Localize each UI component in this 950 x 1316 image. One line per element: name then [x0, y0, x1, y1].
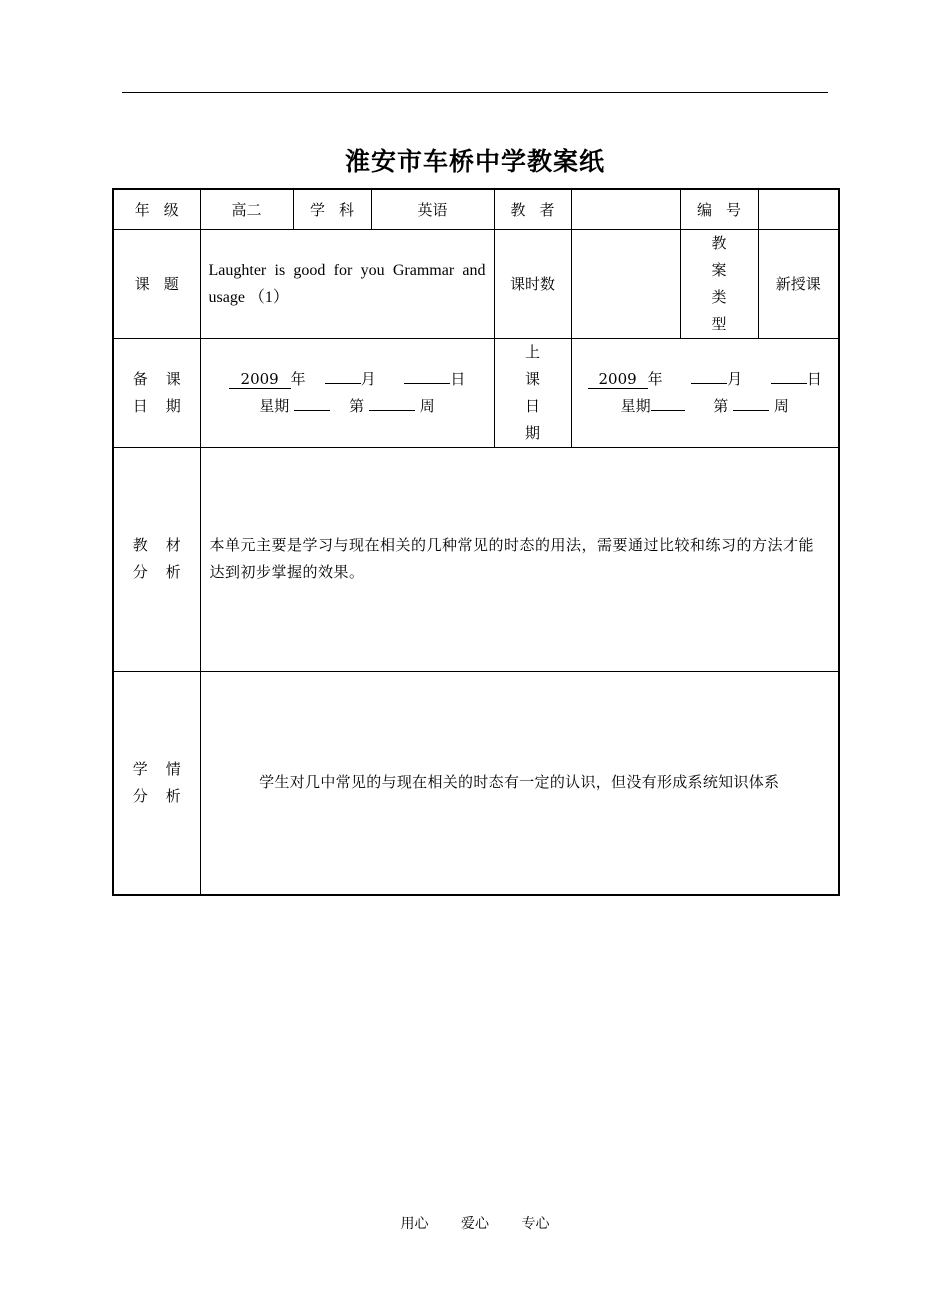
material-analysis-label: [113, 447, 200, 671]
subject-value: 英语: [371, 189, 494, 229]
table-row-student-analysis: [113, 671, 839, 895]
table-row-material-analysis: [113, 447, 839, 671]
student-analysis-text: 学生对几中常见的与现在相关的时态有一定的认识，但没有形成系统知识体系: [200, 671, 839, 895]
table-row-basic-info: [113, 189, 839, 229]
prep-date-label: [113, 338, 200, 447]
page-footer: [0, 1213, 950, 1233]
footer-motto-1: 用心: [400, 1216, 429, 1232]
teacher-value: [571, 189, 680, 229]
table-row-dates: [113, 338, 839, 447]
topic-value: Laughter is good for you Grammar and usage （1）: [200, 229, 494, 338]
class-weekday-blank: [651, 393, 685, 411]
prep-weekday-blank: [294, 393, 330, 411]
prep-date-field: [200, 338, 494, 447]
plan-type-label: [680, 229, 758, 338]
class-date-label: [494, 338, 571, 447]
table-row-topic: [113, 229, 839, 338]
class-date-label-line2: 日期: [524, 396, 558, 442]
weekday-label: 星期: [620, 396, 651, 415]
footer-motto-3: 专心: [521, 1216, 550, 1232]
prep-year-blank: 2009: [229, 371, 291, 389]
grade-label: 年级: [113, 189, 200, 229]
topic-label: 课题: [113, 229, 200, 338]
month-char: 月: [360, 369, 376, 388]
prep-date-week: [201, 393, 494, 420]
prep-date-label-line1: 备课: [132, 369, 199, 388]
weekday-label: 星期: [259, 396, 290, 415]
number-label: 编号: [680, 189, 758, 229]
footer-motto-2: 爱心: [461, 1216, 489, 1232]
class-week-blank: [733, 393, 769, 411]
prep-day-blank: [404, 366, 450, 384]
week-suffix: 周: [419, 396, 435, 415]
lesson-plan-table: [112, 188, 840, 896]
class-date-week: [572, 393, 839, 420]
day-char: 日: [450, 369, 466, 388]
hours-value: [571, 229, 680, 338]
material-analysis-label-line1: 教材: [132, 536, 199, 554]
teacher-label: 教者: [494, 189, 571, 229]
class-day-blank: [771, 366, 807, 384]
student-analysis-label: [113, 671, 200, 895]
year-char: 年: [290, 369, 306, 388]
plan-type-label-line2: 类型: [711, 287, 745, 333]
week-prefix: 第: [713, 396, 729, 415]
header-rule: [122, 92, 828, 93]
class-date-field: [571, 338, 839, 447]
plan-type-value: 新授课: [758, 229, 839, 338]
student-analysis-label-line2: 分析: [132, 786, 199, 805]
week-prefix: 第: [349, 396, 365, 415]
class-year-blank: 2009: [588, 371, 648, 389]
class-date-ymd: [572, 366, 839, 393]
week-suffix: 周: [773, 396, 789, 415]
day-char: 日: [806, 369, 822, 388]
prep-week-blank: [369, 393, 415, 411]
grade-value: 高二: [200, 189, 293, 229]
prep-date-label-line2: 日期: [132, 396, 199, 415]
number-value: [758, 189, 839, 229]
prep-date-ymd: [201, 366, 494, 393]
class-month-blank: [691, 366, 727, 384]
plan-type-label-line1: 教案: [711, 233, 745, 279]
subject-label: 学科: [293, 189, 371, 229]
class-date-label-line1: 上课: [524, 342, 558, 388]
month-char: 月: [727, 369, 743, 388]
year-char: 年: [647, 369, 663, 388]
prep-month-blank: [325, 366, 361, 384]
material-analysis-text: 本单元主要是学习与现在相关的几种常见的时态的用法，需要通过比较和练习的方法才能达到初步掌握的效果。: [200, 447, 839, 671]
document-title: 淮安市车桥中学教案纸: [344, 147, 605, 176]
student-analysis-label-line1: 学情: [132, 759, 199, 778]
hours-label: 课时数: [494, 229, 571, 338]
material-analysis-label-line2: 分析: [132, 563, 199, 581]
